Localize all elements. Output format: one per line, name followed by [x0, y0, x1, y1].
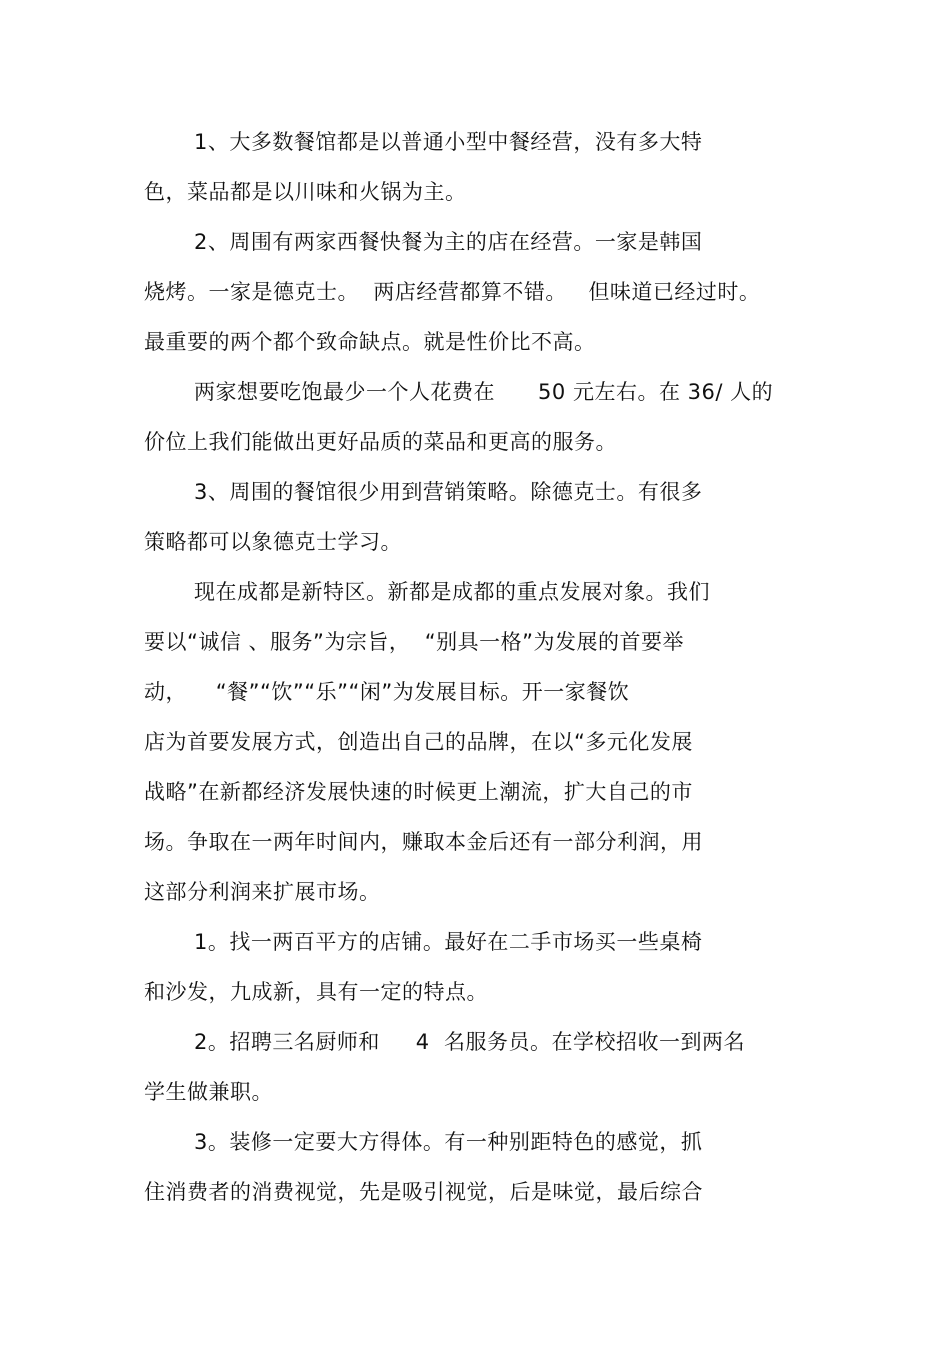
text-line: 2、周围有两家西餐快餐为主的店在经营。一家是韩国 — [194, 230, 703, 254]
text-line: 3。装修一定要大方得体。有一种别距特色的感觉，抓 — [194, 1130, 703, 1154]
text-line: 1。找一两百平方的店铺。最好在二手市场买一些桌椅 — [194, 930, 703, 954]
text-line: 店为首要发展方式，创造出自己的品牌，在以“多元化发展 — [144, 730, 693, 754]
text-line: 价位上我们能做出更好品质的菜品和更高的服务。 — [144, 430, 617, 454]
text-line: 战略”在新都经济发展快速的时候更上潮流，扩大自己的市 — [144, 780, 693, 804]
text-line: 色，菜品都是以川味和火锅为主。 — [144, 180, 467, 204]
text-line: 这部分利润来扩展市场。 — [144, 880, 381, 904]
text-line: 1、大多数餐馆都是以普通小型中餐经营，没有多大特 — [194, 130, 703, 154]
text-line: 要以“诚信 、服务”为宗旨， “别具一格”为发展的首要举 — [144, 630, 685, 654]
text-line: 3、周围的餐馆很少用到营销策略。除德克士。有很多 — [194, 480, 703, 504]
text-line: 学生做兼职。 — [144, 1080, 273, 1104]
text-line: 现在成都是新特区。新都是成都的重点发展对象。我们 — [194, 580, 710, 604]
text-line: 住消费者的消费视觉，先是吸引视觉，后是味觉，最后综合 — [144, 1180, 703, 1204]
text-line: 动， “餐”“饮”“乐”“闲”为发展目标。开一家餐饮 — [144, 680, 630, 704]
text-line: 两家想要吃饱最少一个人花费在 50 元左右。在 36/ 人的 — [194, 380, 774, 404]
text-line: 和沙发，九成新，具有一定的特点。 — [144, 980, 488, 1004]
text-line: 最重要的两个都个致命缺点。就是性价比不高。 — [144, 330, 596, 354]
text-line: 烧烤。一家是德克士。 两店经营都算不错。 但味道已经过时。 — [144, 280, 761, 304]
text-line: 2。招聘三名厨师和 4 名服务员。在学校招收一到两名 — [194, 1030, 745, 1054]
text-line: 场。争取在一两年时间内，赚取本金后还有一部分利润，用 — [144, 830, 703, 854]
text-line: 策略都可以象德克士学习。 — [144, 530, 402, 554]
